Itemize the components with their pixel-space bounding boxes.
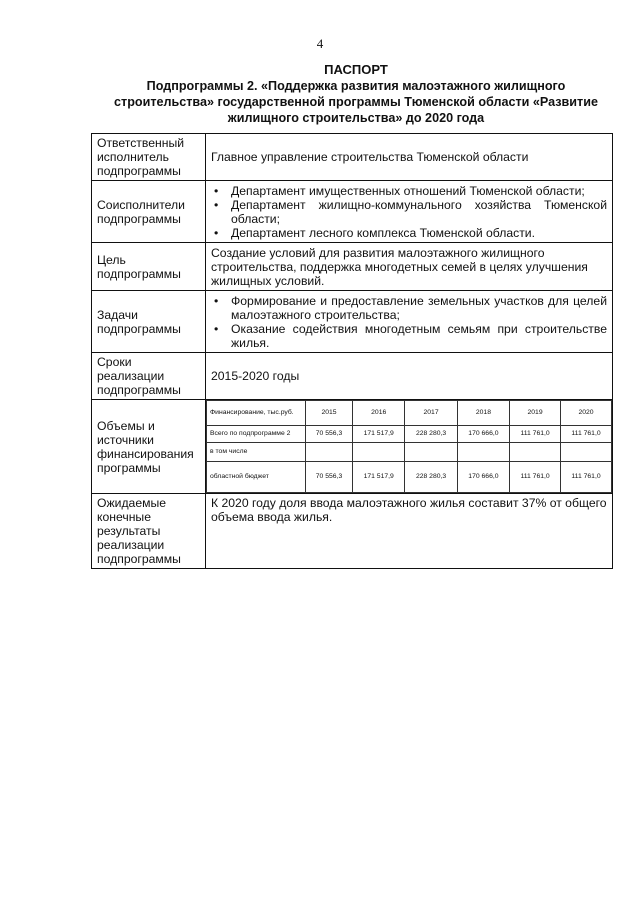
value-terms: 2015-2020 годы bbox=[206, 353, 613, 400]
funding-total-label: Всего по подпрограмме 2 bbox=[207, 426, 306, 443]
bullet-icon: • bbox=[214, 321, 219, 336]
amount-cell: 170 666,0 bbox=[457, 426, 509, 443]
amount-cell: 170 666,0 bbox=[457, 462, 509, 493]
bullet-icon: • bbox=[214, 183, 219, 198]
amount-cell: 111 761,0 bbox=[510, 426, 561, 443]
amount-cell: 228 280,3 bbox=[405, 462, 457, 493]
row-terms bbox=[92, 353, 613, 400]
label-goal: Цель подпрограммы bbox=[92, 243, 206, 291]
list-item-text: Оказание содействия многодетным семьям при строительстве жилья. bbox=[231, 321, 607, 350]
list-item-text: Департамент жилищно-коммунального хозяйства Тюменской области; bbox=[231, 197, 607, 226]
year-cell: 2017 bbox=[405, 401, 457, 426]
row-responsible bbox=[92, 134, 613, 181]
passport-heading: ПАСПОРТ bbox=[324, 62, 388, 77]
bullet-icon: • bbox=[214, 197, 219, 212]
row-coexecutors bbox=[92, 181, 613, 243]
year-cell: 2019 bbox=[510, 401, 561, 426]
label-tasks: Задачи подпрограммы bbox=[92, 291, 206, 353]
list-item bbox=[211, 198, 607, 226]
funding-including-label: в том числе bbox=[207, 443, 306, 462]
funding-table bbox=[206, 400, 612, 493]
label-coexecutors: Соисполнители подпрограммы bbox=[92, 181, 206, 243]
subtitle-line: Подпрограммы 2. «Поддержка развития малоэтажного жилищного bbox=[146, 79, 566, 93]
amount-cell: 111 761,0 bbox=[561, 462, 612, 493]
amount-cell: 171 517,9 bbox=[353, 426, 405, 443]
funding-regional-row bbox=[207, 462, 612, 493]
row-funding bbox=[92, 400, 613, 494]
bullet-icon: • bbox=[214, 225, 219, 240]
list-item bbox=[211, 294, 607, 322]
list-item-text: Департамент имущественных отношений Тюменской области; bbox=[231, 183, 585, 198]
list-item bbox=[211, 226, 607, 240]
label-responsible: Ответственный исполнитель подпрограммы bbox=[92, 134, 206, 181]
amount-cell: 171 517,9 bbox=[353, 462, 405, 493]
coexecutors-list bbox=[211, 184, 607, 240]
subtitle-line: жилищного строительства» до 2020 года bbox=[227, 111, 485, 125]
amount-cell: 111 761,0 bbox=[510, 462, 561, 493]
value-goal: Создание условий для развития малоэтажного жилищного строительства, поддержка многодетных семей в целях улучшения жилищных условий. bbox=[206, 243, 613, 291]
subtitle-line: строительства» государственной программы Тюменской области «Развитие bbox=[114, 95, 598, 109]
funding-total-row bbox=[207, 426, 612, 443]
value-results: К 2020 году доля ввода малоэтажного жилья составит 37% от общего объема ввода жилья. bbox=[206, 494, 613, 569]
bullet-icon: • bbox=[214, 293, 219, 308]
row-tasks bbox=[92, 291, 613, 353]
value-tasks bbox=[206, 291, 613, 353]
list-item-text: Департамент лесного комплекса Тюменской области. bbox=[231, 225, 535, 240]
value-coexecutors bbox=[206, 181, 613, 243]
list-item bbox=[211, 184, 607, 198]
funding-regional-label: областной бюджет bbox=[207, 462, 306, 493]
label-terms: Сроки реализации подпрограммы bbox=[92, 353, 206, 400]
amount-cell: 111 761,0 bbox=[561, 426, 612, 443]
year-cell: 2020 bbox=[561, 401, 612, 426]
tasks-list bbox=[211, 294, 607, 350]
label-results: Ожидаемые конечные результаты реализации подпрограммы bbox=[92, 494, 206, 569]
label-funding: Объемы и источники финансирования программы bbox=[92, 400, 206, 494]
funding-cell bbox=[206, 400, 613, 494]
amount-cell: 70 556,3 bbox=[306, 462, 353, 493]
row-results bbox=[92, 494, 613, 569]
row-goal bbox=[92, 243, 613, 291]
value-responsible: Главное управление строительства Тюменской области bbox=[206, 134, 613, 181]
funding-header-label: Финансирование, тыс.руб. bbox=[207, 401, 306, 426]
funding-including-row bbox=[207, 443, 612, 462]
list-item bbox=[211, 322, 607, 350]
year-cell: 2015 bbox=[306, 401, 353, 426]
funding-header-row bbox=[207, 401, 612, 426]
passport-table bbox=[91, 133, 613, 569]
amount-cell: 228 280,3 bbox=[405, 426, 457, 443]
year-cell: 2018 bbox=[457, 401, 509, 426]
list-item-text: Формирование и предоставление земельных участков для целей малоэтажного строительства; bbox=[231, 293, 607, 322]
year-cell: 2016 bbox=[353, 401, 405, 426]
page-number: 4 bbox=[316, 36, 324, 51]
amount-cell: 70 556,3 bbox=[306, 426, 353, 443]
document-title bbox=[96, 62, 616, 126]
